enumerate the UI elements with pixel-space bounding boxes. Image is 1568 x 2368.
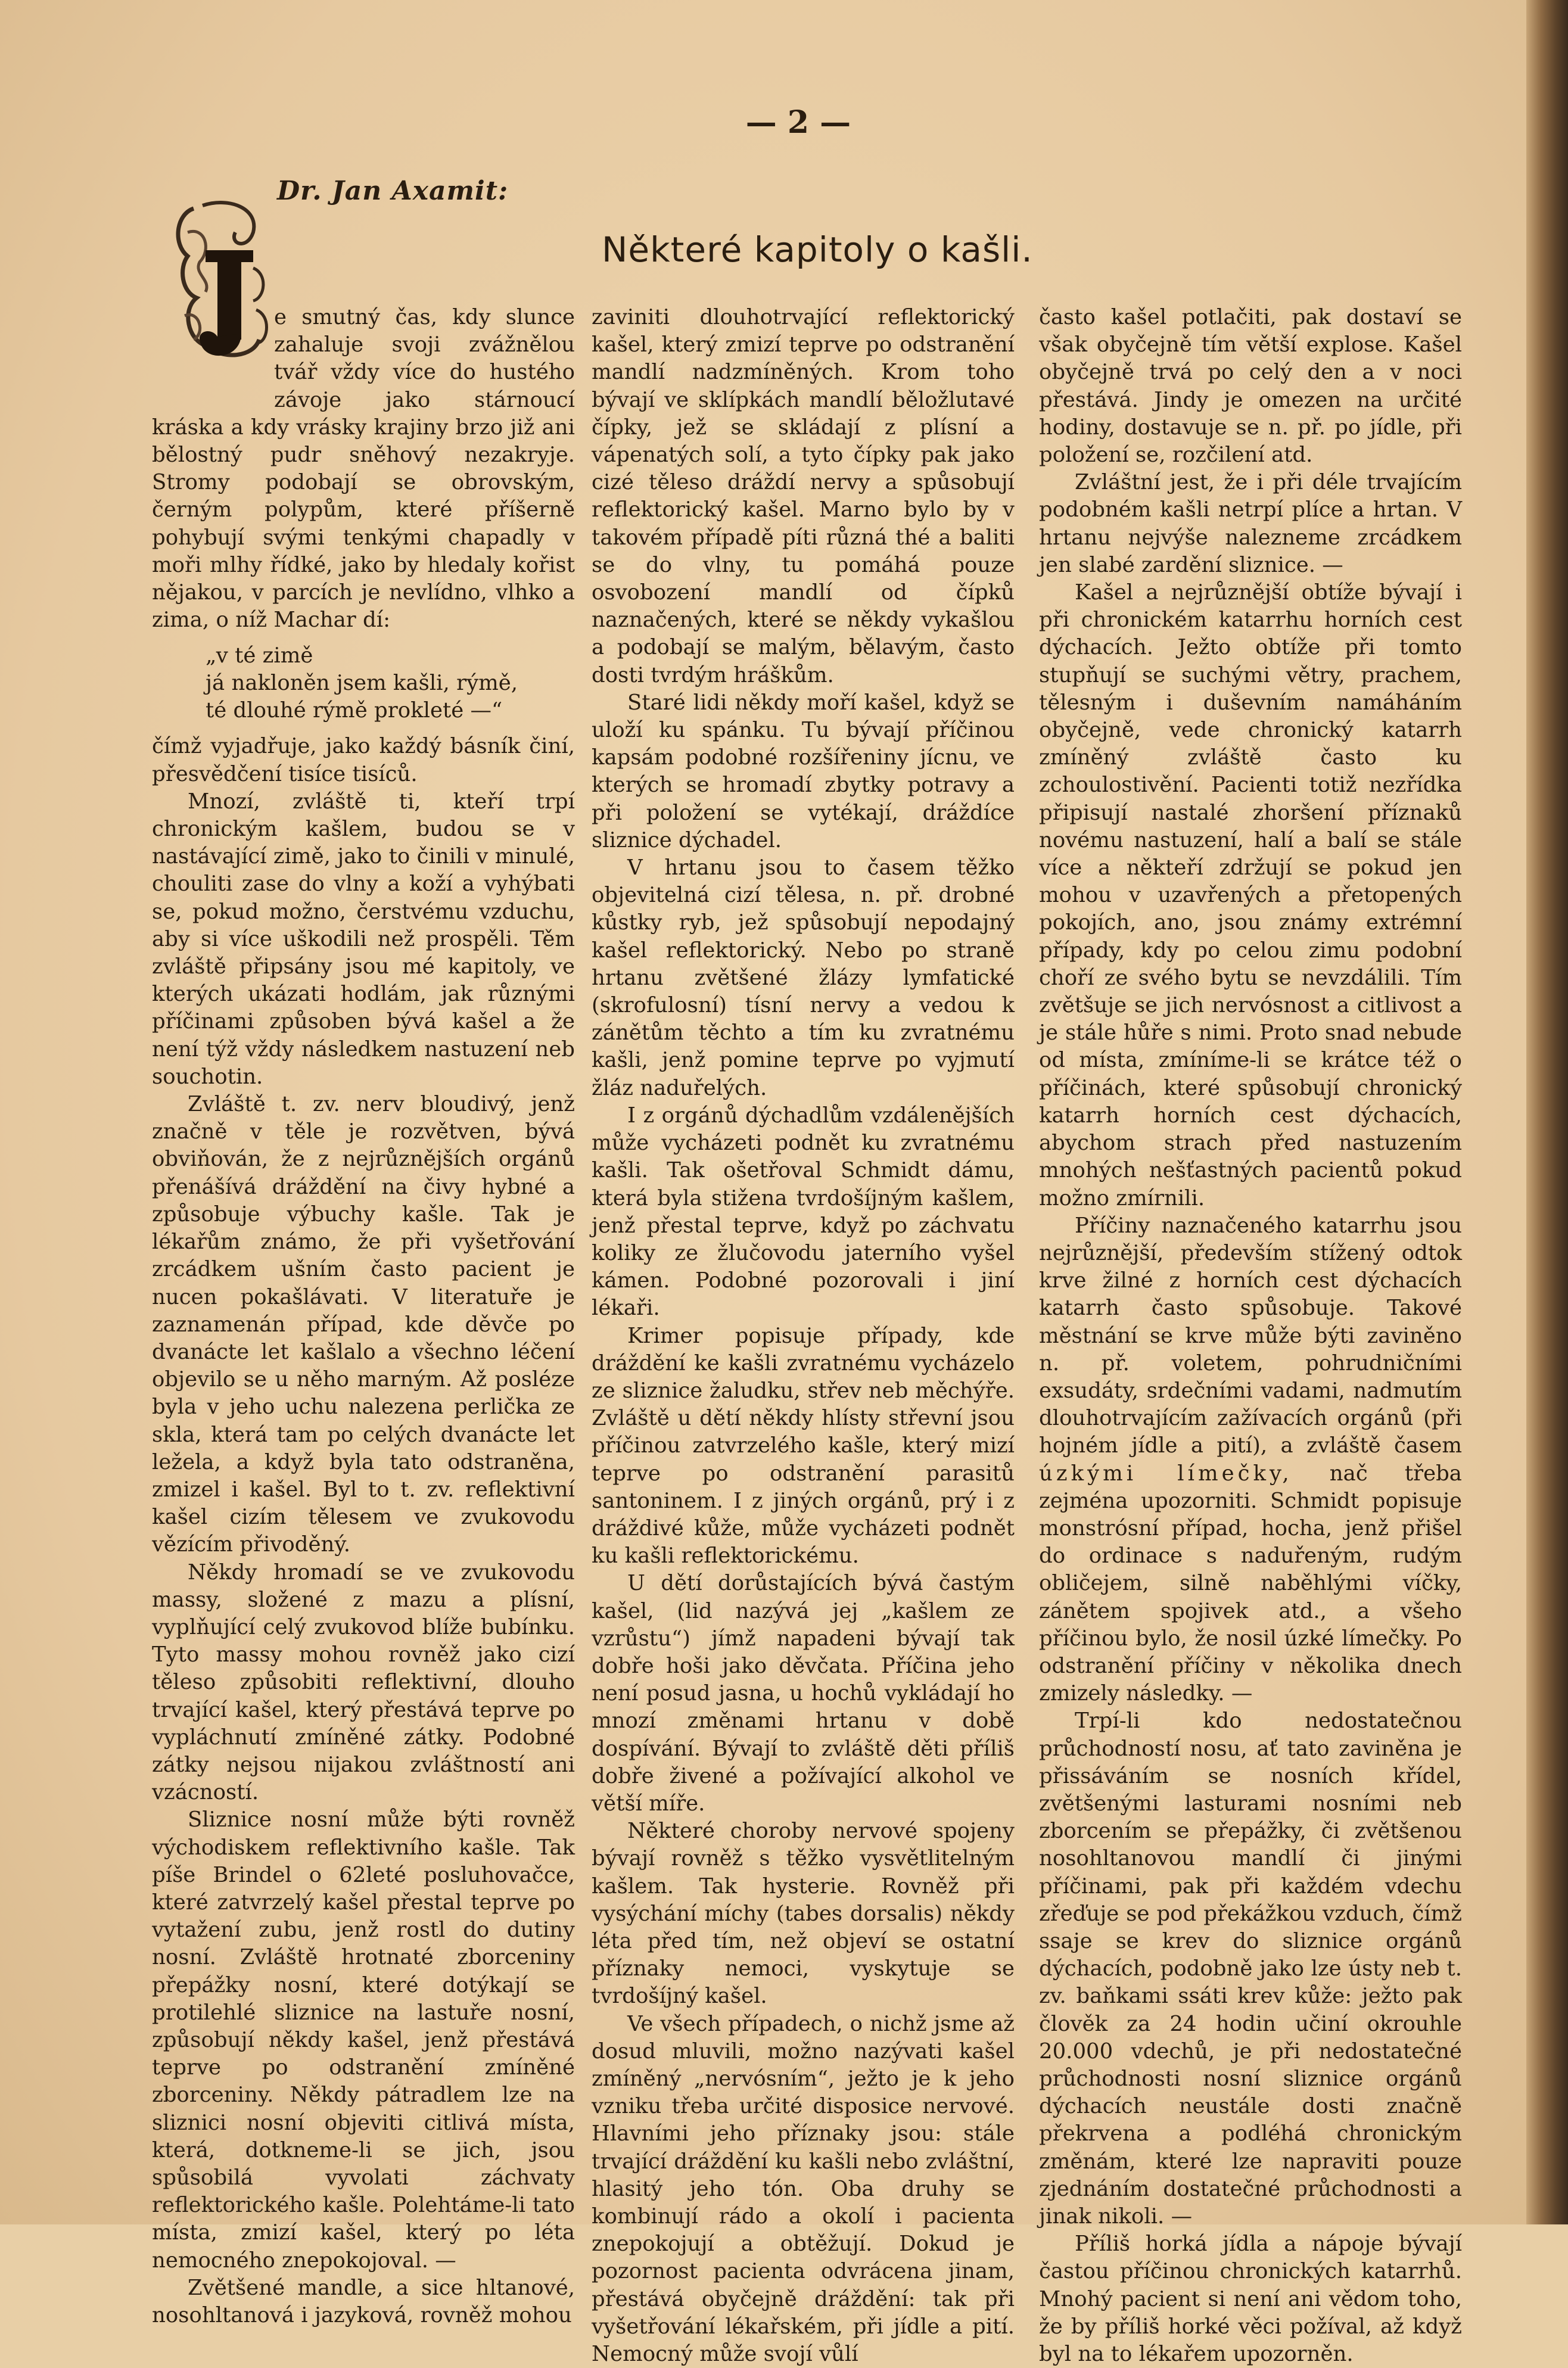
paragraph: Zvláštní jest, že i při déle trvajícím podobném kašli netrpí plíce a hrtan. V hrtanu nejvýše nalezneme zrcádkem jen slabé zardění sliznice. — bbox=[1039, 470, 1462, 577]
author-name: Dr. Jan Axamit: bbox=[277, 176, 509, 206]
paragraph: Některé choroby nervové spojeny bývají rovněž s těžko vysvětlitelným kašlem. Tak hysterie. Rovněž při vysýchání míchy (tabes dorsalis) někdy léta před tím, než objeví se ostatní příznaky nemoci, vyskytuje se tvrdošíjný kašel. bbox=[592, 1819, 1015, 2009]
paragraph: Zvláště t. zv. nerv bloudivý, jenž značně v těle je rozvětven, bývá obviňován, že z nejrůznějších orgánů přenášívá dráždění na čivy hybné a způsobuje výbuchy kašle. Tak je lékařům známo, že při vyšetřování zrcádkem ušním často pacient je nucen pokašlávati. V literatuře je zaznamenán případ, kde děvče po dvanácte let kašlalo a všechno léčení objevilo se u něho marným. Až posléze byla v jeho uchu nalezena perlička ze skla, která tam po celých dvanácte let ležela, a když byla tato odstraněna, zmizel i kašel. Byl to t. zv. reflektivní kašel cizím tělesem ve zvukovodu vězícím přivoděný. bbox=[152, 1092, 575, 1557]
paragraph: Krimer popisuje případy, kde dráždění ke kašli zvratnému vycházelo ze sliznice žaludku, střev neb měchýře. Zvláště u dětí někdy hlísty střevní jsou příčinou zatvrzelého kašle, který mizí teprve po odstranění parasitů santoninem. I z jiných orgánů, prý i z dráždivé kůže, může vycházeti podnět ku kašli reflektorickému. bbox=[592, 1323, 1015, 1569]
poem-line: já nakloněn jsem kašli, rýmě, bbox=[206, 671, 518, 696]
paragraph: Kašel a nejrůznější obtíže bývají i při chronickém katarrhu horních cest dýchacích. Ježto obtíže při tomto stupňují se suchými větry, prachem, tělesným i duševním namáháním obyčejně, vede chronický katarrh zmíněný zvláště často ku zchoulostivění. Pacienti totiž nezřídka připisují nastalé zhoršení příznaků novému nastuzení, halí a balí se stále více a někteří zdržují se pokud jen mohou v uzavřených a přetopených pokojích, ano, jsou známy extrémní případy, kdy po celou zimu podobní choří ze svého bytu se nevzdálili. Tím zvětšuje se jich nervósnost a citlivost a je stále hůře s nimi. Proto snad nebude od místa, zmíníme-li se krátce též o příčinách, které spůsobují chronický katarrh horních cest dýchacích, abychom strach před nastuzením mnohých nešťastných pacientů pokud možno zmírnili. bbox=[1039, 580, 1462, 1211]
paragraph: Zvětšené mandle, a sice hltanové, nosohltanová i jazyková, rovněž mohou bbox=[152, 2275, 575, 2328]
paragraph: Příliš horká jídla a nápoje bývají častou příčinou chronických katarrhů. Mnohý pacient si není ani vědom toho, že by příliš horké věci požíval, až když byl na to lékařem upozorněn. bbox=[1039, 2232, 1462, 2367]
paragraph: Ve všech případech, o nichž jsme až dosud mluvili, možno nazývati kašel zmíněný „nervósním“, ježto je k jeho vzniku třeba určité disposice nervové. Hlavními jeho příznaky jsou: stále trvající dráždění ku kašli nebo zvláštní, hlasitý jeho tón. Oba druhy se kombinují rádo a okolí i pacienta znepokojují a obtěžují. Dokud je pozornost pacienta odvrácena jinam, přestává obyčejně dráždění: tak při vyšetřování lékařském, při jídle a pití. Nemocný může svojí vůlí bbox=[592, 2011, 1015, 2367]
paragraph: Staré lidi někdy moří kašel, když se uloží ku spánku. Tu bývají příčinou kapsám podobné rozšířeniny jícnu, ve kterých se hromadí zbytky potravy a při položení se vytékají, dráždíce sliznice dýchadel. bbox=[592, 690, 1015, 852]
paragraph: Sliznice nosní může býti rovněž východiskem reflektivního kašle. Tak píše Brindel o 62leté posluhovačce, které zatvrzelý kašel přestal teprve po vytažení zubu, jenž rostl do dutiny nosní. Zvláště hrotnaté zborceniny přepážky nosní, které dotýkají se protilehlé sliznice na lastuře nosní, způsobují někdy kašel, jenž přestává teprve po odstranění zmíněné zborceniny. Někdy pátradlem lze na sliznici nosní objeviti citlivá místa, která, dotkneme-li se jich, jsou spůsobilá vyvolati záchvaty reflektorického kašle. Polehtáme-li tato místa, zmizí kašel, který po léta nemocného znepokojoval. — bbox=[152, 1807, 575, 2273]
paragraph: Mnozí, zvláště ti, kteří trpí chronickým kašlem, budou se v nastávající zimě, jako to činili v minulé, chouliti zase do vlny a koží a vyhýbati se, pokud možno, čerstvému vzduchu, aby si více uškodili než prospěli. Těm zvláště připsány jsou mé kapitoly, ve kterých ukázati hodlám, jak různými příčinami způsoben bývá kašel a že není týž vždy následkem nastuzení neb souchotin. bbox=[152, 789, 575, 1089]
poem-line: té dlouhé rýmě prokleté —“ bbox=[206, 698, 503, 723]
paragraph: e smutný čas, kdy slunce zahaluje svoji zvážnělou tvář vždy více do hustého závoje jako stárnoucí kráska a kdy vrásky krajiny brzo již ani bělostný pudr sněhový nezakryje. Stromy podobají se obrovským, černým polypům, které příšerně pohybují svými tenkými chapadly v moři mlhy řídké, jako by hledaly kořist nějakou, v parcích je nevlídno, vlhko a zima, o níž Machar dí: bbox=[152, 305, 575, 633]
paragraph: často kašel potlačiti, pak dostaví se však obyčejně tím větší explose. Kašel obyčejně trvá po celý den a v noci přestává. Jindy je omezen na určité hodiny, dostavuje se n. př. po jídle, při položení se, rozčilení atd. bbox=[1039, 305, 1462, 468]
binding-edge bbox=[1526, 0, 1568, 2224]
paragraph-text: Příčiny naznačeného katarrhu jsou nejrůznější, především stížený odtok krve žilné z horních cest dýchacích katarrh často spůsobuje. Takové městnání se krve může býti zaviněno n. př. voletem, pohrudničními exsudáty, srdečními vadami, nadmutím dlouhotrvajícím zažívacích orgánů (při hojném jídle a pití), a zvláště časem bbox=[1039, 1213, 1462, 1458]
paragraph-text: nač třeba zejména upozorniti. Schmidt popisuje monstrósní případ, hocha, jenž přišel do ordinace s naduřeným, rudým obličejem, silně naběhlými víčky, zánětem spojivek atd., a všeho příčinou bylo, že nosil úzké límečky. Po odstranění příčiny v několika dnech zmizely následky. — bbox=[1039, 1461, 1462, 1706]
column-1 bbox=[152, 304, 575, 2329]
column-2 bbox=[592, 304, 1015, 2368]
spaced-emphasis: úzkými límečky, bbox=[1039, 1461, 1293, 1486]
paragraph: Někdy hromadí se ve zvukovodu massy, složené z mazu a plísní, vyplňující celý zvukovod blíže bubínku. Tyto massy mohou rovněž jako cizí těleso způsobiti reflektivní, dlouho trvající kašel, který přestává teprve po vypláchnutí zmíněné zátky. Podobné zátky nejsou nijakou zvláštností ani vzácností. bbox=[152, 1560, 575, 1805]
page-number: — 2 — bbox=[745, 104, 851, 141]
article-title: Některé kapitoly o kašli. bbox=[602, 229, 1033, 270]
paragraph: zaviniti dlouhotrvající reflektorický kašel, který zmizí teprve po odstranění mandlí nadzmíněných. Krom toho bývají ve sklípkách mandlí běložlutavé čípky, jež se skládají z plísní a vápenatých solí, a tyto čípky pak jako cizé těleso dráždí nervy a spůsobují reflektorický kašel. Marno bylo by v takovém případě píti různá thé a baliti se do vlny, tu pomáhá pouze osvobození mandlí od čípků naznačených, které se někdy vykašlou a podobají se malým, bělavým, často dosti tvrdým hráškům. bbox=[592, 305, 1015, 687]
column-3 bbox=[1039, 304, 1462, 2368]
paragraph bbox=[1039, 1212, 1462, 1708]
paragraph: U dětí dorůstajících bývá častým kašel, (lid nazývá jej „kašlem ze vzrůstu“) jímž napadeni bývají tak dobře hoši jako děvčata. Příčina jeho není posud jasna, u hochů vykládají ho mnozí změnami hrtanu v době dospívání. Bývají to zvláště děti příliš dobře živené a požívající alkohol ve větší míře. bbox=[592, 1571, 1015, 1816]
paragraph: I z orgánů dýchadlům vzdálenějších může vycházeti podnět ku zvratnému kašli. Tak ošetřoval Schmidt dámu, která byla stižena tvrdošíjným kašlem, jenž přestal teprve, když po záchvatu koliky ze žlučovodu jaterního vyšel kámen. Podobné pozorovali i jiní lékaři. bbox=[592, 1103, 1015, 1321]
poem-line: „v té zimě bbox=[206, 643, 313, 668]
poem-quote bbox=[206, 642, 575, 724]
paragraph: Trpí-li kdo nedostatečnou průchodností nosu, ať tato zaviněna je přissáváním se nosních křídel, zvětšenými lasturami nosními neb zborcením se přepážky, či zvětšenou nosohltanovou mandlí či jinými příčinami, pak při každém vdechu zřeďuje se pod překážkou vzduch, čímž ssaje se krev do sliznice orgánů dýchacích, podobně jako lze ústy neb t. zv. baňkami ssáti krev kůže: ježto pak člověk za 24 hodin učiní okrouhle 20.000 vdechů, je při nedostatečné průchodnosti nosní sliznice orgánů dýchacích neustále dosti značně překrvena a podléhá chronickým změnám, které lze napraviti pouze zjednáním dostatečné průchodnosti a jinak nikoli. — bbox=[1039, 1709, 1462, 2229]
paragraph: V hrtanu jsou to časem těžko objevitelná cizí tělesa, n. př. drobné kůstky ryb, jež spůsobují nepodajný kašel reflektorický. Nebo po straně hrtanu zvětšené žlázy lymfatické (skrofulosní) tísní nervy a vedou k zánětům těchto a tím ku zvratnému kašli, jenž pomine teprve po vyjmutí žláz naduřelých. bbox=[592, 855, 1015, 1100]
paragraph: čímž vyjadřuje, jako každý básník činí, přesvědčení tisíce tisíců. bbox=[152, 734, 575, 786]
